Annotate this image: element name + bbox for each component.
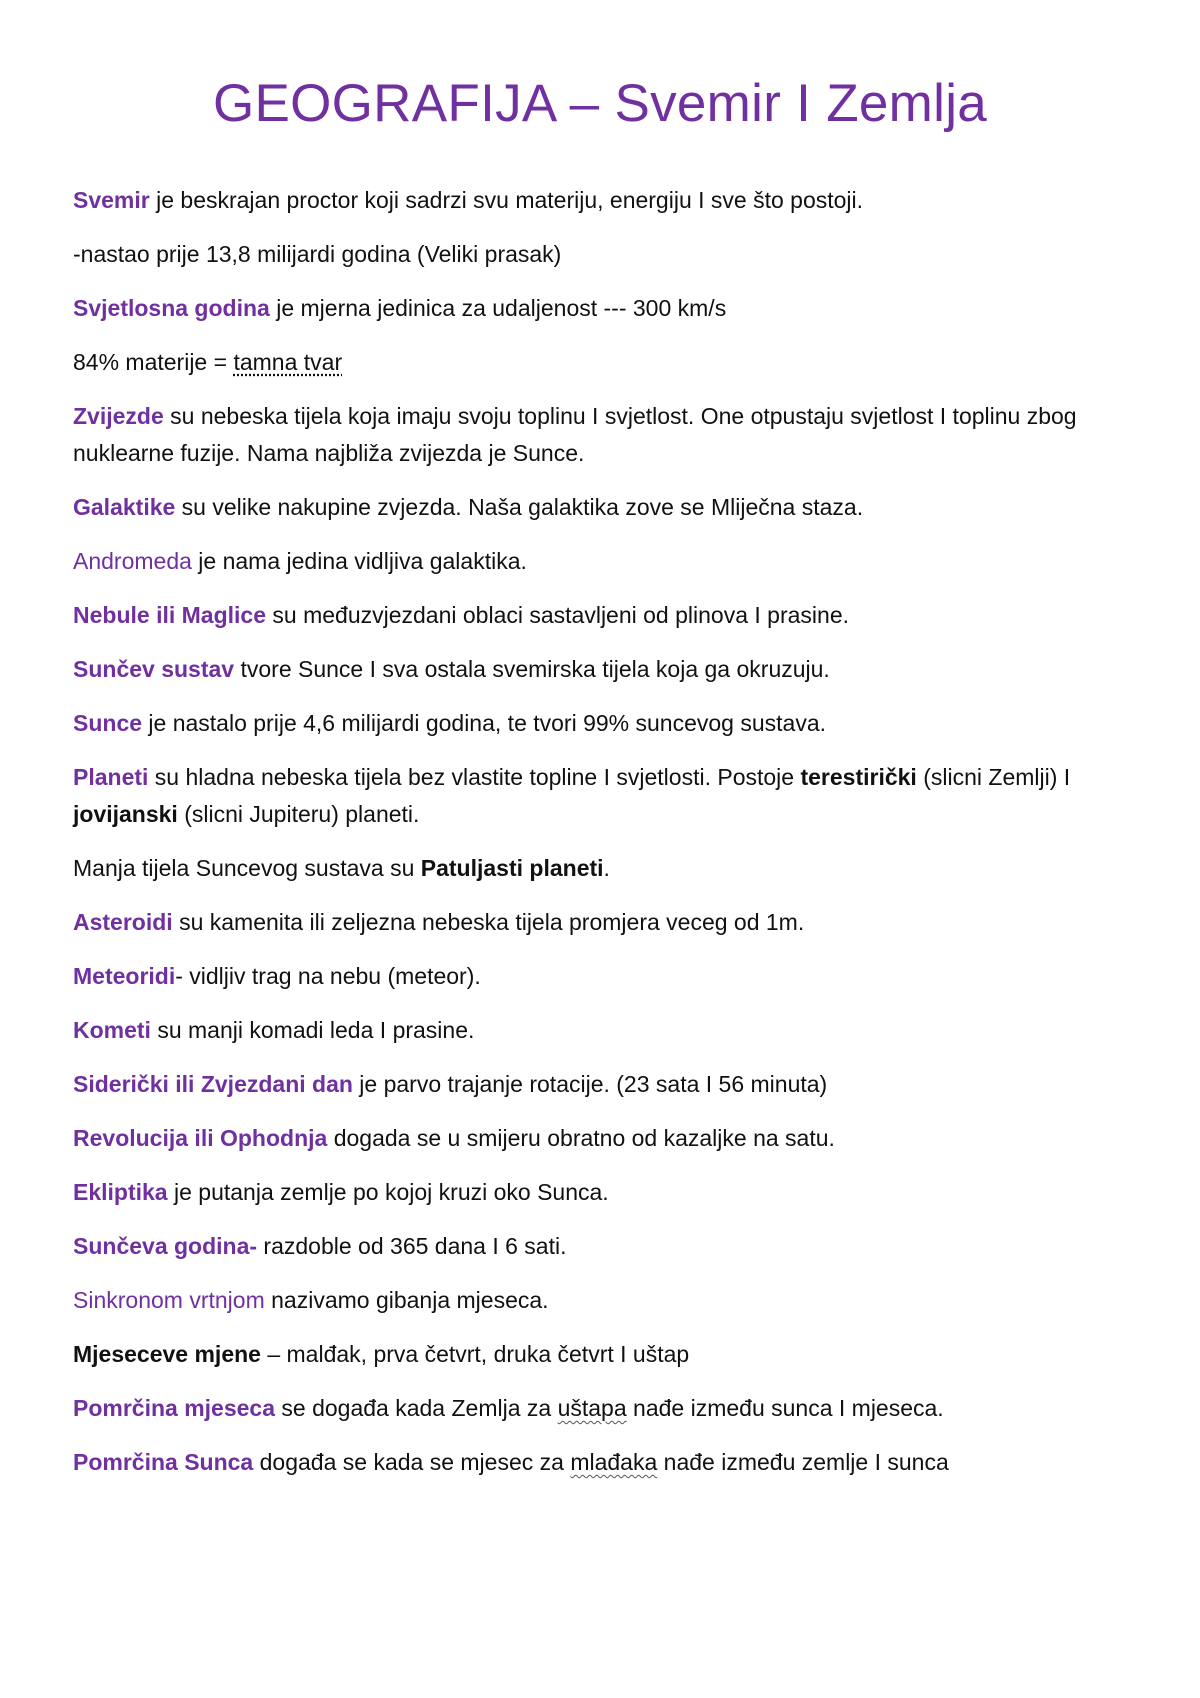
paragraph (73, 705, 1133, 742)
paragraph-text: nađe između sunca I mjeseca. (626, 1395, 944, 1421)
term-text: Ekliptika (73, 1179, 168, 1205)
paragraph-text: su manji komadi leda I prasine. (150, 1017, 475, 1043)
paragraph (73, 1120, 1133, 1157)
paragraph (73, 236, 1133, 273)
paragraph (73, 1390, 1133, 1427)
paragraph (73, 850, 1133, 887)
term-text: Meteoridi (73, 963, 176, 989)
term-text: Kometi (73, 1017, 151, 1043)
paragraph-text: Manja tijela Suncevog sustava su (73, 855, 421, 881)
term-text: Sunčev sustav (73, 656, 235, 682)
document-title: GEOGRAFIJA – Svemir I Zemlja (212, 74, 988, 133)
paragraph-text: (slicni Jupiteru) planeti. (177, 801, 420, 827)
term-text: Planeti (73, 764, 149, 790)
paragraph-text: su međuzvjezdani oblaci sastavljeni od plinova I prasine. (266, 602, 849, 628)
paragraph (73, 759, 1133, 833)
term-text: Sinkronom vrtnjom (73, 1287, 265, 1313)
paragraph-text: terestirički (800, 764, 917, 790)
paragraph-text: je parvo trajanje rotacije. (23 sata I 56 minuta) (352, 1071, 828, 1097)
paragraph-text: (slicni Zemlji) I (916, 764, 1071, 790)
paragraph-text: je nastalo prije 4,6 milijardi godina, te tvori 99% suncevog sustava. (142, 710, 827, 736)
paragraph-text: 84% materije = (73, 349, 234, 375)
paragraph (73, 1336, 1133, 1373)
paragraph-text: tvore Sunce I sva ostala svemirska tijela koja ga okruzuju. (234, 656, 830, 682)
paragraph-text: je mjerna jedinica za udaljenost --- 300 km/s (269, 295, 727, 321)
paragraph-text: . (603, 855, 610, 881)
term-text: Siderički ili Zvjezdani dan (73, 1071, 353, 1097)
paragraph-text: uštapa (557, 1395, 627, 1421)
term-text: Svemir (73, 187, 150, 213)
paragraph (73, 904, 1133, 941)
term-text: Sunčeva godina- (73, 1233, 258, 1259)
term-text: Revolucija ili Ophodnja (73, 1125, 328, 1151)
paragraph (73, 1066, 1133, 1103)
paragraph (73, 1282, 1133, 1319)
paragraph-text: je nama jedina vidljiva galaktika. (191, 548, 527, 574)
paragraph-text: nađe između zemlje I sunca (657, 1449, 949, 1475)
paragraph-text: nazivamo gibanja mjeseca. (264, 1287, 549, 1313)
paragraph-text: se događa kada Zemlja za (275, 1395, 558, 1421)
paragraph-text: - vidljiv trag na nebu (meteor). (175, 963, 481, 989)
paragraph-text: jovijanski (73, 801, 178, 827)
term-text: Sunce (73, 710, 143, 736)
paragraph-text: događa se kada se mjesec za (253, 1449, 571, 1475)
paragraph-text: su hladna nebeska tijela bez vlastite topline I svjetlosti. Postoje (148, 764, 801, 790)
paragraph (73, 1012, 1133, 1049)
term-text: Zvijezde (73, 403, 164, 429)
paragraph-text: su velike nakupine zvjezda. Naša galaktika zove se Mliječna staza. (175, 494, 864, 520)
paragraph (73, 344, 1133, 381)
paragraph (73, 1174, 1133, 1211)
paragraph (73, 182, 1133, 219)
paragraph (73, 489, 1133, 526)
paragraph (73, 290, 1133, 327)
paragraph-text: je putanja zemlje po kojoj kruzi oko Sunca. (167, 1179, 609, 1205)
paragraph-text: razdoble od 365 dana I 6 sati. (257, 1233, 567, 1259)
term-text: Pomrčina mjeseca (73, 1395, 276, 1421)
paragraph (73, 398, 1133, 472)
term-text: Galaktike (73, 494, 176, 520)
paragraph (73, 597, 1133, 634)
paragraph-text: dogada se u smijeru obratno od kazaljke na satu. (327, 1125, 835, 1151)
paragraph-text: – malđak, prva četvrt, druka četvrt I uštap (260, 1341, 690, 1367)
paragraph-text: je beskrajan proctor koji sadrzi svu materiju, energiju I sve što postoji. (149, 187, 864, 213)
term-text: Pomrčina Sunca (73, 1449, 254, 1475)
term-text: Svjetlosna godina (73, 295, 270, 321)
paragraph (73, 1444, 1133, 1481)
term-text: Andromeda (73, 548, 192, 574)
paragraph-text: Mjeseceve mjene (73, 1341, 261, 1367)
paragraph-text: Patuljasti planeti (420, 855, 604, 881)
paragraph-text: su nebeska tijela koja imaju svoju toplinu I svjetlost. One otpustaju svjetlost I toplinu zbog nuklearne fuzije. Nama najbliža zvijezda je Sunce. (73, 403, 1077, 466)
paragraph-text: -nastao prije 13,8 milijardi godina (Veliki prasak) (73, 241, 562, 267)
term-text: Nebule ili Maglice (73, 602, 266, 628)
paragraph (73, 1228, 1133, 1265)
paragraph (73, 958, 1133, 995)
paragraph (73, 651, 1133, 688)
paragraph-text: su kamenita ili zeljezna nebeska tijela promjera veceg od 1m. (172, 909, 805, 935)
paragraph (73, 543, 1133, 580)
term-text: Asteroidi (73, 909, 173, 935)
paragraph-text: tamna tvar (233, 349, 343, 375)
document-body (73, 182, 1133, 1498)
paragraph-text: mlađaka (570, 1449, 658, 1475)
